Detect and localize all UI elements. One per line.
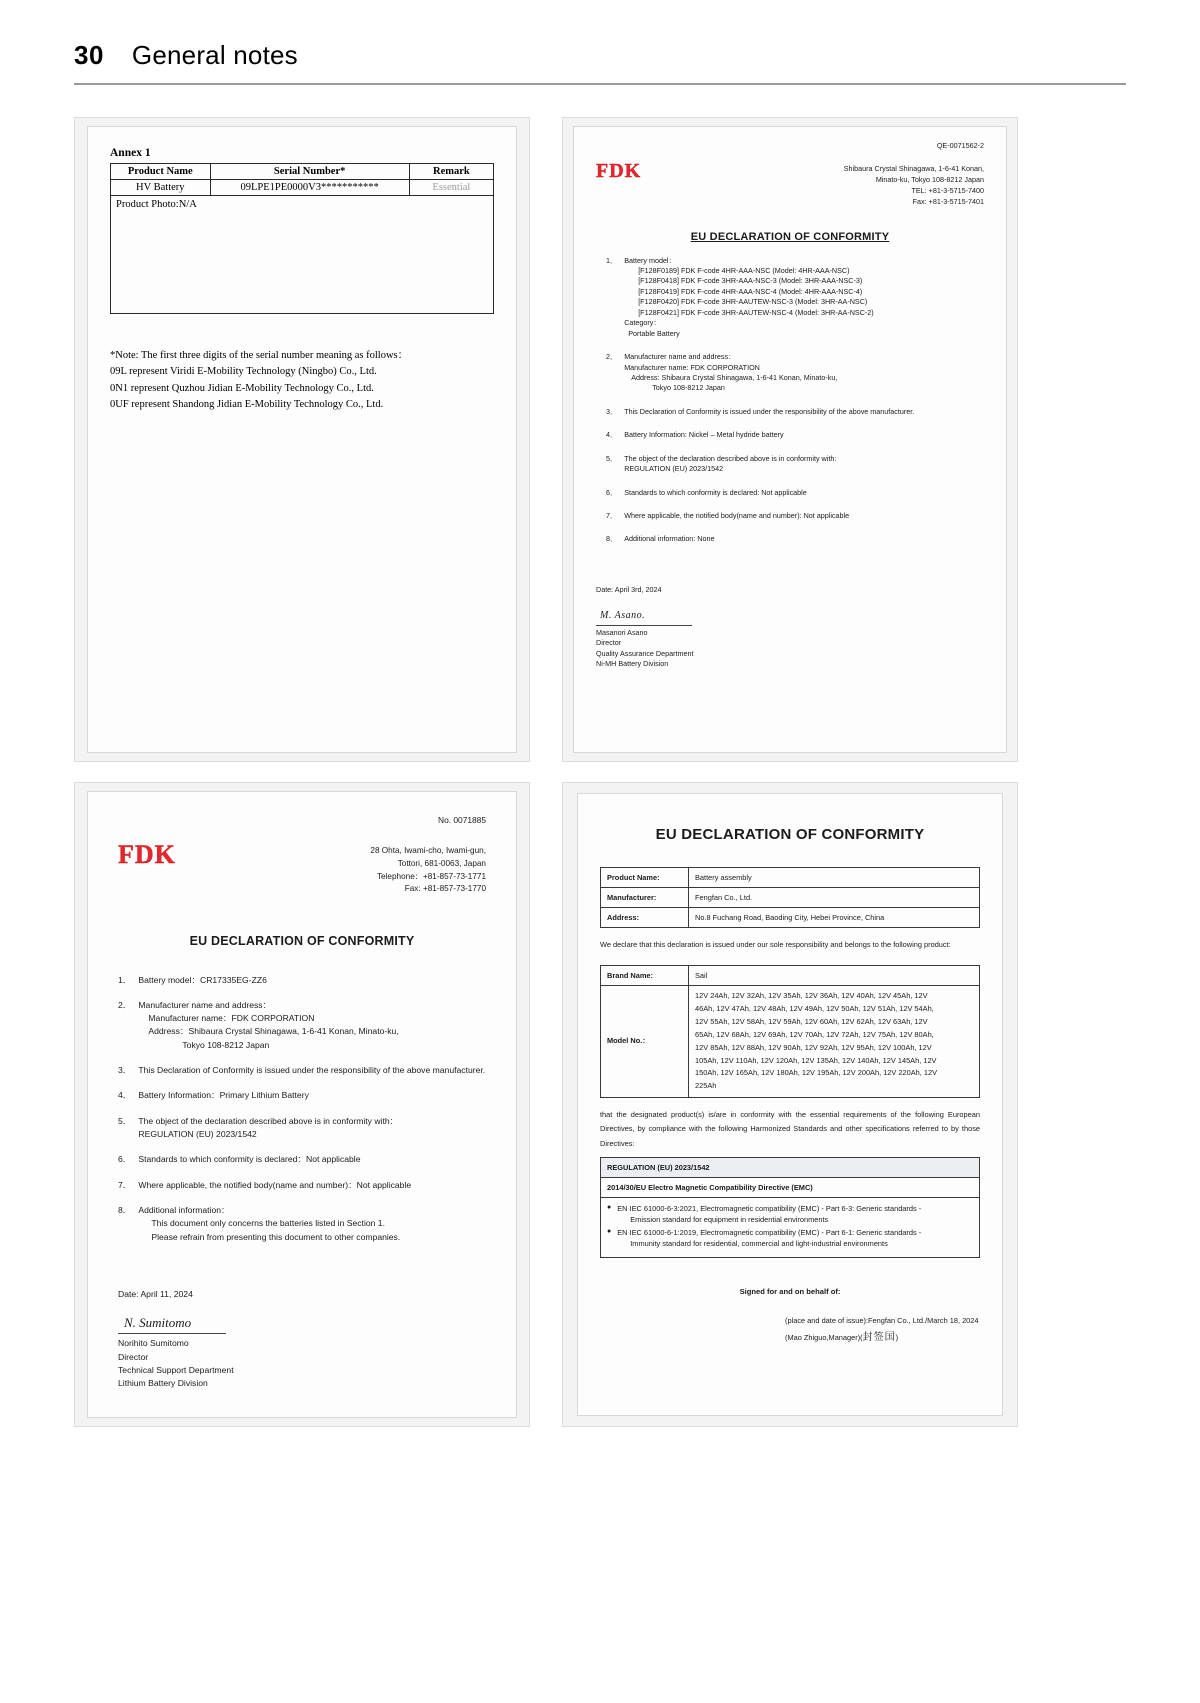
- scan-fdk-lithium-doc: [74, 782, 530, 1427]
- sheet-fdk-lithium: [87, 791, 517, 1418]
- address-line: Minato-ku, Tokyo 108-8212 Japan: [875, 175, 984, 185]
- signer-division: Ni-MH Battery Division: [596, 659, 669, 669]
- note-line: 0UF represent Shandong Jidian E-Mobility Technology Co., Ltd.: [110, 398, 384, 410]
- list-item: [118, 999, 486, 1052]
- address-line: 28 Ohta, Iwami-cho, Iwami-gun,: [370, 846, 486, 856]
- col-serial-number: Serial Number*: [210, 164, 409, 180]
- list-item: [606, 430, 984, 440]
- list-item: [118, 1204, 486, 1244]
- manager-prefix: (Mao Zhiguo,Manager)(: [785, 1332, 863, 1342]
- declaration-items: [596, 256, 984, 545]
- item-text: Manufacturer name and address：: [138, 999, 272, 1010]
- item-body: [624, 256, 984, 340]
- manager-stamp: 封签国: [862, 1331, 896, 1343]
- regulation-row: REGULATION (EU) 2023/1542: [600, 1157, 980, 1177]
- manager-suffix: ): [895, 1332, 899, 1342]
- signer-name: Masanori Asano: [596, 627, 648, 637]
- item-sub: [F128F0418] FDK F-code 3HR-AAA-NSC-3 (Model: 3HR-AAA-NSC-3): [638, 276, 863, 286]
- item-text: Additional information：: [138, 1204, 230, 1215]
- fdk-logo: FDK: [596, 160, 642, 183]
- list-item: [606, 352, 984, 394]
- value-address: No.8 Fuchang Road, Baoding City, Hebei Province, China: [689, 907, 980, 927]
- standard-body: [617, 1227, 973, 1249]
- address-line: Telephone：+81-857-73-1771: [376, 871, 486, 881]
- list-item: [606, 454, 984, 475]
- declaration-title: EU DECLARATION OF CONFORMITY: [690, 230, 890, 243]
- address-line: Tottori, 681-0063, Japan: [397, 859, 486, 869]
- item-sub: Address：Shibaura Crystal Shinagawa, 1-6-41 Konan, Minato-ku,: [148, 1026, 399, 1037]
- value-manufacturer: Fengfan Co., Ltd.: [689, 887, 980, 907]
- directive-row: 2014/30/EU Electro Magnetic Compatibility Directive (EMC): [600, 1177, 980, 1197]
- fdk-logo: FDK: [118, 840, 176, 870]
- value-product-name: Battery assembly: [689, 867, 980, 887]
- bullet-icon: ●: [607, 1203, 612, 1211]
- model-line: 46Ah, 12V 47Ah, 12V 48Ah, 12V 49Ah, 12V 50Ah, 12V 51Ah, 12V 54Ah,: [695, 1003, 934, 1013]
- cell-product-name: HV Battery: [111, 180, 211, 196]
- item-number: 3．: [118, 1065, 132, 1076]
- label-address: Address:: [601, 907, 689, 927]
- item-number: 2．: [606, 352, 618, 362]
- model-line: 12V 24Ah, 12V 32Ah, 12V 35Ah, 12V 36Ah, 12V 40Ah, 12V 45Ah, 12V: [695, 990, 928, 1000]
- address-line: TEL: +81-3-5715-7400: [911, 186, 984, 196]
- annex-title: Annex 1: [110, 147, 151, 159]
- item-text-2: Category：: [624, 318, 661, 328]
- list-item: [118, 1089, 486, 1102]
- issue-block: [600, 1314, 980, 1347]
- item-number: 7．: [606, 511, 618, 520]
- signed-label: Signed for and on behalf of:: [739, 1287, 841, 1297]
- standard-sub: Emission standard for equipment in residential environments: [630, 1214, 829, 1224]
- item-text: Battery Information：Primary Lithium Battery: [138, 1090, 309, 1101]
- list-item: [606, 534, 984, 544]
- issue-line: (place and date of issue):Fengfan Co., Ltd./March 18, 2024: [785, 1315, 979, 1325]
- item-text: Additional information: None: [624, 534, 715, 544]
- item-sub: This document only concerns the batteries listed in Section 1.: [151, 1218, 385, 1229]
- item-number: 1．: [118, 974, 132, 985]
- declaration-title: EU DECLARATION OF CONFORMITY: [189, 934, 415, 949]
- standard-main: EN IEC 61000-6-3:2021, Electromagnetic compatibility (EMC) - Part 6-3: Generic standards -: [617, 1203, 922, 1213]
- item-sub: [F128F0420] FDK F-code 3HR-AAUTEW-NSC-3 (Model: 3HR-AA-NSC): [638, 297, 868, 307]
- product-info-table: [600, 867, 980, 928]
- document-grid: [74, 117, 1126, 1427]
- item-text: Standards to which conformity is declared：Not applicable: [138, 1154, 361, 1165]
- list-item: [118, 1115, 486, 1142]
- value-brand-name: Sail: [689, 965, 980, 985]
- item-body: [138, 1204, 486, 1244]
- item-text: Battery model：CR17335EG-ZZ6: [138, 974, 267, 985]
- signer-department: Technical Support Department: [118, 1364, 234, 1375]
- table-row-photo: [111, 196, 494, 314]
- company-address: [596, 164, 984, 207]
- item-number: 8．: [118, 1204, 132, 1215]
- model-table: [600, 965, 980, 1099]
- table-row: [601, 965, 980, 985]
- item-number: 2．: [118, 999, 132, 1010]
- item-body: [138, 999, 486, 1052]
- item-text: Battery Information: Nickel – Metal hydride battery: [624, 430, 784, 440]
- item-text: The object of the declaration described above is in conformity with:: [624, 453, 837, 463]
- item-number: 4．: [118, 1090, 132, 1101]
- item-sub: Manufacturer name: FDK CORPORATION: [624, 362, 760, 372]
- item-sub: REGULATION (EU) 2023/1542: [624, 464, 724, 474]
- item-number: 7．: [118, 1179, 132, 1190]
- note-line: *Note: The first three digits of the serial number meaning as follows：: [110, 350, 409, 361]
- signature-rule: [118, 1333, 226, 1334]
- declaration-items: [118, 974, 486, 1244]
- col-product-name: Product Name: [111, 164, 211, 180]
- label-model-no: Model No.：: [601, 985, 689, 1098]
- conformity-statement: that the designated product(s) is/are in conformity with the essential requirements of the following European Directives, by compliance with the following Harmonized Standards and other specifications referred to by those Directives:: [600, 1110, 980, 1148]
- label-brand-name: Brand Name:: [601, 965, 689, 985]
- signature-mark: M. Asano.: [600, 610, 646, 622]
- model-line: 105Ah, 12V 110Ah, 12V 120Ah, 12V 135Ah, 12V 140Ah, 12V 145Ah, 12V: [695, 1055, 937, 1065]
- table-header-row: [111, 164, 494, 180]
- scan-annex-1: [74, 117, 530, 762]
- declaration-title: EU DECLARATION OF CONFORMITY: [655, 826, 925, 843]
- item-sub: Address: Shibaura Crystal Shinagawa, 1-6-41 Konan, Minato-ku,: [631, 372, 838, 382]
- list-item: [606, 407, 984, 417]
- manager-line: [785, 1328, 980, 1347]
- item-text: This Declaration of Conformity is issued under the responsibility of the above manufacturer.: [138, 1065, 486, 1076]
- item-number: 6．: [606, 487, 618, 497]
- scan-fdk-nimh-doc: [562, 117, 1018, 762]
- item-text: Standards to which conformity is declared: Not applicable: [624, 487, 807, 497]
- header-divider: [74, 83, 1126, 85]
- item-body: [624, 454, 984, 475]
- annex-note: [110, 348, 494, 413]
- cell-remark: Essential: [409, 180, 493, 196]
- model-line: 150Ah, 12V 165Ah, 12V 180Ah, 12V 195Ah, 12V 200Ah, 12V 220Ah, 12V: [695, 1068, 938, 1078]
- item-number: 3．: [606, 406, 618, 416]
- model-line: 12V 55Ah, 12V 58Ah, 12V 59Ah, 12V 60Ah, 12V 62Ah, 12V 63Ah, 12V: [695, 1016, 928, 1026]
- item-sub-2: Portable Battery: [628, 328, 680, 338]
- sheet-annex-1: [87, 126, 517, 753]
- item-text: The object of the declaration described above is in conformity with：: [138, 1115, 399, 1126]
- standard-sub: Immunity standard for residential, commercial and light-industrial environments: [630, 1239, 888, 1249]
- table-row: [601, 907, 980, 927]
- scan-fengfan-doc: [562, 782, 1018, 1427]
- signer-name: Norihito Sumitomo: [118, 1338, 189, 1349]
- signer-role: Director: [118, 1351, 149, 1362]
- declaration-date: Date: April 3rd, 2024: [596, 584, 662, 594]
- table-row: [601, 887, 980, 907]
- item-sub: [F128F0189] FDK F-code 4HR-AAA-NSC (Model: 4HR-AAA-NSC): [638, 266, 850, 275]
- signer-role: Director: [596, 638, 622, 648]
- label-manufacturer: Manufacturer:: [601, 887, 689, 907]
- cell-product-photo: Product Photo:N/A: [111, 196, 494, 314]
- item-number: 8．: [606, 534, 618, 544]
- page-title: General notes: [131, 40, 298, 70]
- sheet-fdk-nimh: [573, 126, 1007, 753]
- item-sub: REGULATION (EU) 2023/1542: [138, 1129, 257, 1139]
- standard-main: EN IEC 61000-6-1:2019, Electromagnetic compatibility (EMC) - Part 6-1: Generic standards -: [617, 1228, 922, 1237]
- item-sub: Please refrain from presenting this document to other companies.: [151, 1231, 401, 1242]
- doc-code: No. 0071885: [438, 815, 486, 825]
- model-line: 225Ah: [695, 1081, 717, 1091]
- item-number: 5．: [118, 1115, 132, 1126]
- cell-serial-number: 09LPE1PE0000V3***********: [210, 180, 409, 196]
- address-line: Fax: +81-3-5715-7401: [912, 196, 984, 206]
- standard-item: [607, 1227, 973, 1249]
- signer-division: Lithium Battery Division: [118, 1378, 208, 1389]
- address-line: Fax: +81-857-73-1770: [404, 884, 486, 894]
- list-item: [606, 488, 984, 498]
- value-model-no: [689, 985, 980, 1098]
- item-sub-indent: Tokyo 108-8212 Japan: [182, 1039, 270, 1050]
- bullet-icon: ●: [607, 1228, 612, 1235]
- item-text: Where applicable, the notified body(name and number): Not applicable: [624, 511, 850, 520]
- annex-table: [110, 163, 494, 314]
- item-body: [138, 1115, 486, 1142]
- list-item: [606, 511, 984, 521]
- standards-box: [600, 1197, 980, 1258]
- item-text: Where applicable, the notified body(name and number)：Not applicable: [138, 1179, 412, 1190]
- declaration-statement: We declare that this declaration is issued under our sole responsibility and belongs to the following product:: [600, 939, 951, 949]
- standard-body: [617, 1203, 973, 1225]
- item-sub: [F128F0421] FDK F-code 3HR-AAUTEW-NSC-4 (Model: 3HR-AA-NSC-2): [638, 307, 874, 317]
- signer-department: Quality Assurance Department: [596, 648, 694, 658]
- item-sub: [F128F0419] FDK F-code 4HR-AAA-NSC-4 (Model: 4HR-AAA-NSC-4): [638, 286, 863, 296]
- note-line: 09L represent Viridi E-Mobility Technology (Ningbo) Co., Ltd.: [110, 366, 377, 378]
- col-remark: Remark: [409, 164, 493, 180]
- item-number: 1．: [606, 255, 618, 265]
- table-row: [601, 985, 980, 1098]
- declaration-date: Date: April 11, 2024: [118, 1288, 193, 1299]
- sheet-fengfan: [577, 793, 1003, 1416]
- table-row: [111, 180, 494, 196]
- page-number: 30: [74, 40, 104, 70]
- list-item: [118, 1153, 486, 1166]
- model-line: 12V 85Ah, 12V 88Ah, 12V 90Ah, 12V 92Ah, 12V 95Ah, 12V 100Ah, 12V: [695, 1042, 932, 1052]
- item-number: 5．: [606, 453, 618, 463]
- item-text: Battery model：: [624, 255, 676, 265]
- list-item: [118, 974, 486, 987]
- list-item: [118, 1064, 486, 1077]
- signature-rule: [596, 625, 692, 626]
- item-sub: Manufacturer name：FDK CORPORATION: [148, 1013, 315, 1024]
- model-line: 65Ah, 12V 68Ah, 12V 69Ah, 12V 70Ah, 12V 72Ah, 12V 75Ah, 12V 80Ah,: [695, 1029, 934, 1039]
- item-number: 4．: [606, 430, 618, 440]
- page-header: [0, 0, 1200, 71]
- table-row: [601, 867, 980, 887]
- note-line: 0N1 represent Quzhou Jidian E-Mobility Technology Co., Ltd.: [110, 382, 374, 394]
- address-line: Shibaura Crystal Shinagawa, 1-6-41 Konan,: [843, 164, 984, 174]
- item-sub-indent: Tokyo 108-8212 Japan: [652, 383, 725, 393]
- list-item: [118, 1179, 486, 1192]
- item-number: 6．: [118, 1154, 132, 1165]
- item-body: [624, 352, 984, 394]
- doc-code: QE-0071562-2: [936, 141, 984, 150]
- item-text: This Declaration of Conformity is issued under the responsibility of the above manufacturer.: [624, 406, 915, 416]
- standard-item: [607, 1203, 973, 1225]
- signature-mark: N. Sumitomo: [124, 1315, 192, 1331]
- item-text: Manufacturer name and address：: [624, 352, 736, 362]
- list-item: [606, 256, 984, 340]
- label-product-name: Product Name:: [601, 867, 689, 887]
